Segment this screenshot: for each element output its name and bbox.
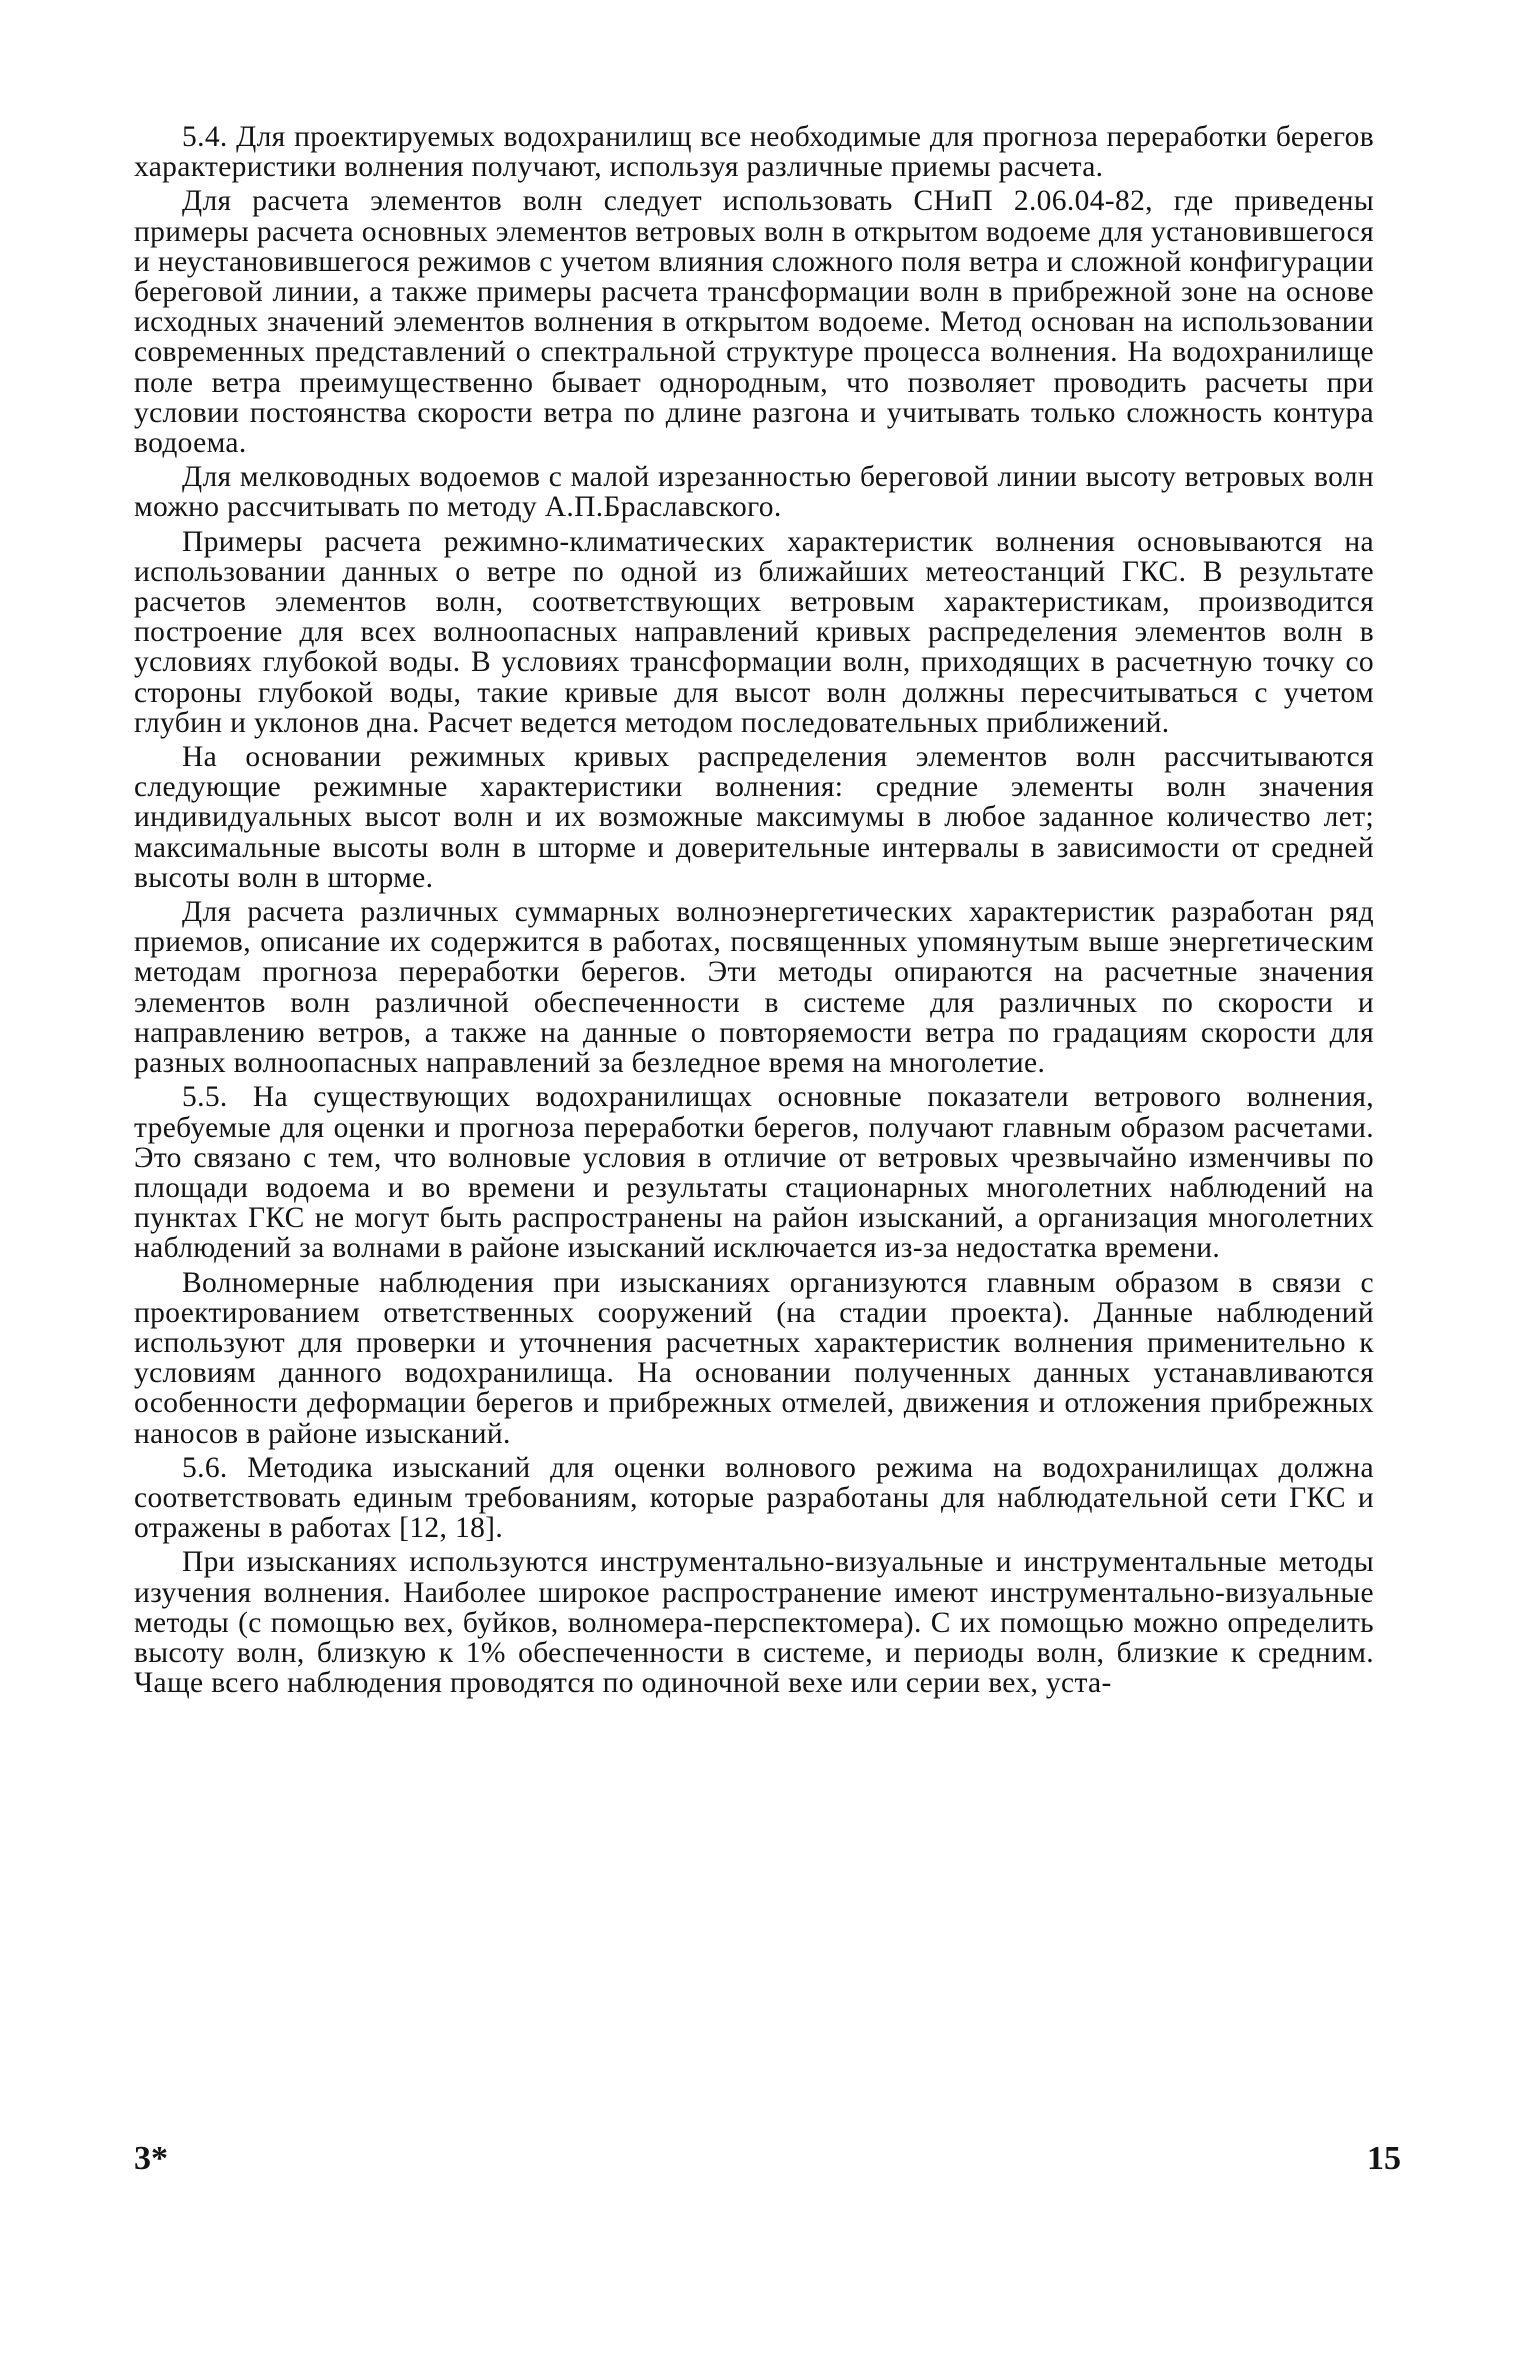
paragraph-instrumental-methods: При изысканиях используются инструментально-визуальные и инструментальные методы изучения волнения. Наиболее широкое распространение имеют инструментально-визуальные методы (с помощью вех, буйков, волномера-перспектомера). С их помощью можно определить высоту волн, близкую к 1% обеспеченности в системе, и периоды волн, близкие к средним. Чаще всего наблюдения проводятся по одиночной вехе или серии вех, уста- — [134, 1546, 1374, 1700]
printer-signature-mark: 3* — [134, 2140, 168, 2177]
paragraph-energy-methods: Для расчета различных суммарных волноэнергетических характеристик разработан ряд приемов, описание их содержится в работах, посвященных упомянутым выше энергетическим методам прогноза переработки берегов. Эти методы опираются на расчетные значения элементов волн различной обеспеченности в системе для различных по скорости и направлению ветров, а также на данные о повторяемости ветра по градациям скорости для разных волноопасных направлений за безледное время на многолетие. — [134, 896, 1374, 1080]
paragraph-regime-curves: На основании режимных кривых распределения элементов волн рассчитываются следующие режимные характеристики волнения: средние элементы волн значения индивидуальных высот волн и их возможные максимумы в любое заданное количество лет; максимальные высоты волн в шторме и доверительные интервалы в зависимости от средней высоты волн в шторме. — [134, 741, 1374, 894]
paragraph-snip-method: Для расчета элементов волн следует использовать СНиП 2.06.04-82, где приведены примеры расчета основных элементов ветровых волн в открытом водоеме для установившегося и неустановившегося режимов с учетом влияния сложного поля ветра и сложной конфигурации береговой линии, а также примеры расчета трансформации волн в прибрежной зоне на основе исходных значений элементов волнения в открытом водоеме. Метод основан на использовании современных представлений о спектральной структуре процесса волнения. На водохранилище поле ветра преимущественно бывает однородным, что позволяет проводить расчеты при условии постоянства скорости ветра по длине разгона и учитывать только сложность контура водоема. — [134, 185, 1374, 460]
paragraph-regime-climate: Примеры расчета режимно-климатических характеристик волнения основываются на использовании данных о ветре по одной из ближайших метеостанций ГКС. В результате расчетов элементов волн, соответствующих ветровым характеристикам, производится построение для всех волноопасных направлений кривых распределения элементов волн в условиях глубокой воды. В условиях трансформации волн, приходящих в расчетную точку со стороны глубокой воды, такие кривые для высот волн должны пересчитываться с учетом глубин и уклонов дна. Расчет ведется методом последовательных приближений. — [134, 525, 1374, 739]
document-body — [134, 122, 1374, 1698]
page-number: 15 — [1367, 2140, 1401, 2177]
paragraph-wave-observations: Волномерные наблюдения при изысканиях организуются главным образом в связи с проектированием ответственных сооружений (на стадии проекта). Данные наблюдений используют для проверки и уточнения расчетных характеристик волнения применительно к условиям данного водохранилища. На основании полученных данных устанавливаются особенности деформации берегов и прибрежных отмелей, движения и отложения прибрежных наносов в районе изысканий. — [134, 1266, 1374, 1450]
paragraph-5-4: 5.4. Для проектируемых водохранилищ все необходимые для прогноза переработки берегов характеристики волнения получают, используя различные приемы расчета. — [134, 121, 1374, 184]
paragraph-5-6: 5.6. Методика изысканий для оценки волнового режима на водохранилищах должна соответствовать единым требованиям, которые разработаны для наблюдательной сети ГКС и отражены в работах [12, 18]. — [134, 1451, 1374, 1545]
paragraph-5-5: 5.5. На существующих водохранилищах основные показатели ветрового волнения, требуемые для оценки и прогноза переработки берегов, получают главным образом расчетами. Это связано с тем, что волновые условия в отличие от ветровых чрезвычайно изменчивы по площади водоема и во времени и результаты стационарных многолетних наблюдений на пунктах ГКС не могут быть распространены на район изысканий, а организация многолетних наблюдений за волнами в районе изысканий исключается из-за недостатка времени. — [134, 1081, 1374, 1265]
paragraph-shallow-reservoirs: Для мелководных водоемов с малой изрезанностью береговой линии высоту ветровых волн можно рассчитывать по методу А.П.Браславского. — [134, 461, 1374, 524]
